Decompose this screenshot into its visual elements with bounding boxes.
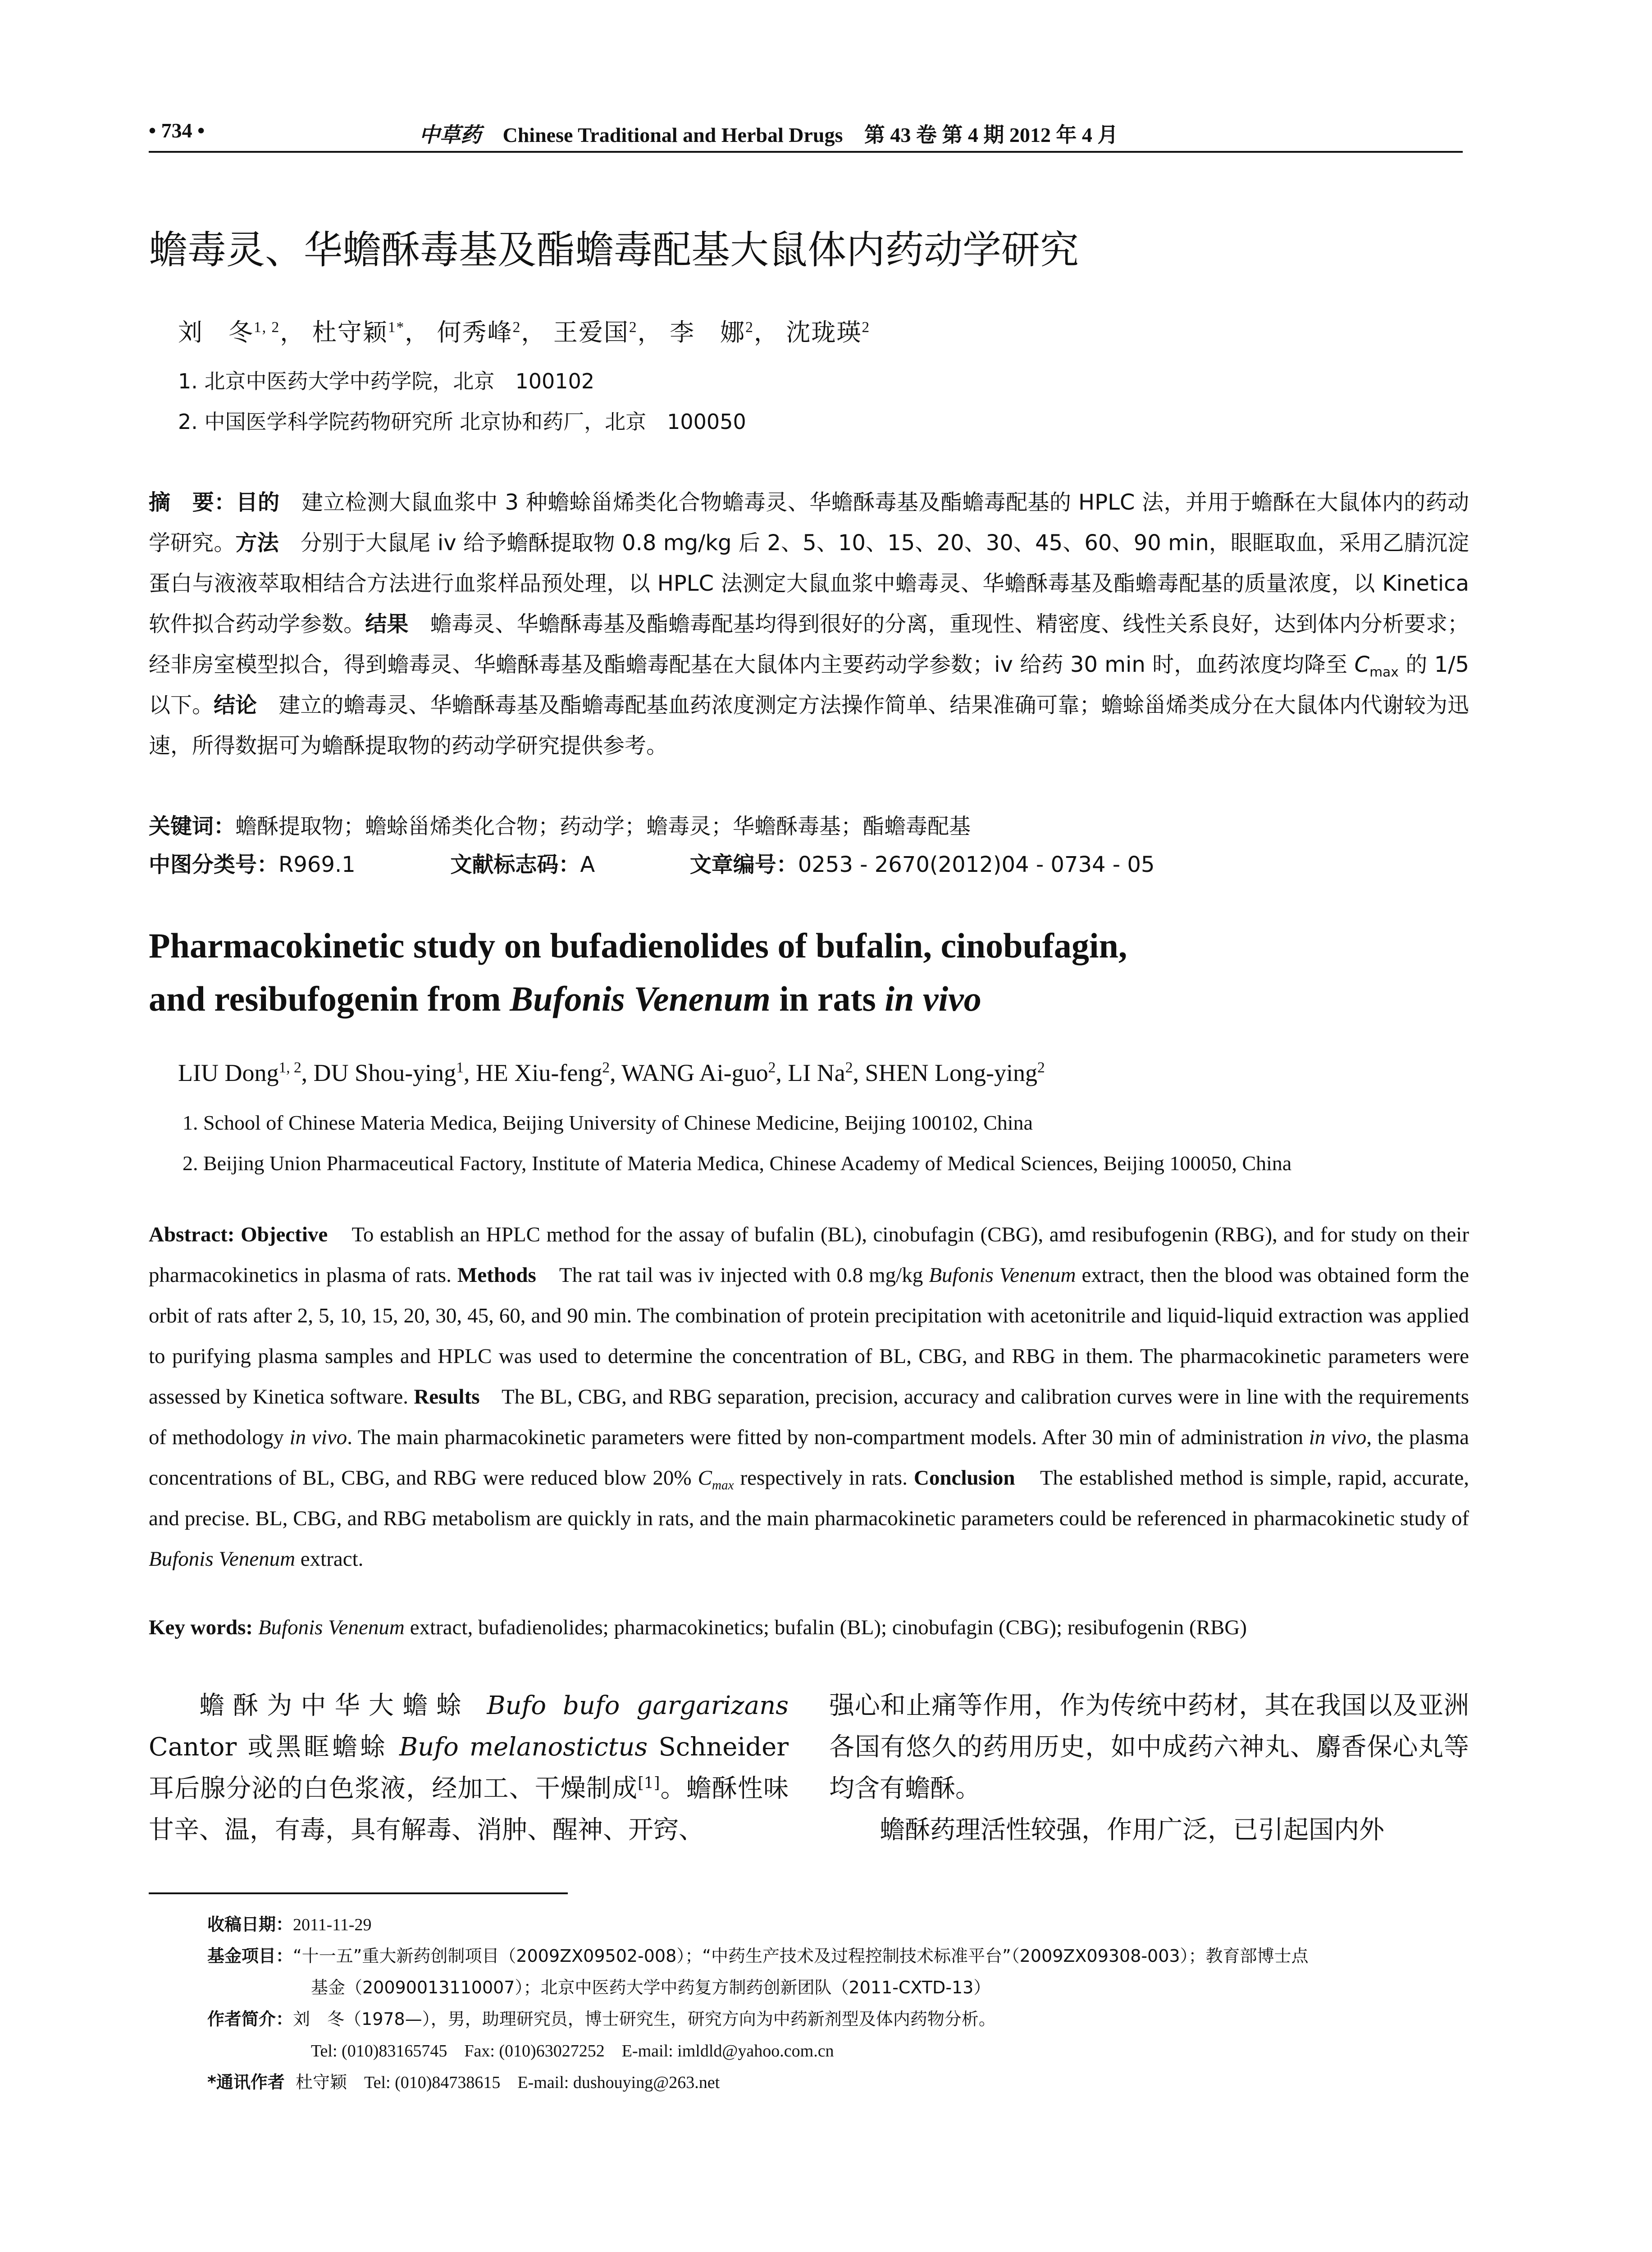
conclusion-text: The established method is simple, rapid, accurate, and precise. BL, CBG, and RBG metabolism are quickly in rats, and the main pharmacokinetic parameters could be referenced in pharmacokinetic study of	[149, 1466, 1469, 1530]
author-name: LI Na	[788, 1059, 845, 1086]
chinese-affiliation-1: 1. 北京中医药大学中药学院，北京 100102	[178, 369, 595, 393]
classification-row	[149, 847, 1155, 878]
methods-text: 分别于大鼠尾 iv 给予蟾酥提取物 0.8 mg/kg 后 2、5、10、15、20、30、45、60、90 min，眼眶取血，采用乙腈沉淀蛋白与液液萃取相结合方法进行血浆样品预处理，以 HPLC 法测定大鼠血浆中蟾毒灵、华蟾酥毒基及酯蟾毒配基的质量浓度，以 Kinetica 软件拟合药动学参数。	[149, 530, 1469, 637]
author-affil-sup: 1	[456, 1059, 464, 1076]
english-title-line-1: Pharmacokinetic study on bufadienolides of bufalin, cinobufagin,	[149, 926, 1127, 965]
objective-text: To establish an HPLC method for the assay of bufalin (BL), cinobufagin (CBG), amd resibufogenin (RBG), and for study on their pharmacokinetics in plasma of rats.	[149, 1223, 1469, 1287]
in-vivo-italic: in vivo	[289, 1426, 347, 1449]
results-text: . The main pharmacokinetic parameters were fitted by non-compartment models. After 30 min of administration	[347, 1426, 1309, 1449]
author-name: DU Shou-ying	[313, 1059, 456, 1086]
footnote-author	[207, 2005, 996, 2030]
methods-text: The rat tail was iv injected with 0.8 mg/kg	[559, 1263, 929, 1287]
body-paragraph: 强心和止痛等作用，作为传统中药材，其在我国以及亚洲各国有悠久的药用历史，如中成药六神丸、麝香保心丸等均含有蟾酥。	[829, 1691, 1469, 1803]
body-text: 蟾酥为中华大蟾蜍	[199, 1691, 487, 1720]
results-label: 结果	[365, 611, 409, 637]
author-name: 沈珑瑛	[786, 319, 862, 346]
doc-code-value: A	[580, 852, 595, 877]
cmax-symbol: C	[698, 1466, 712, 1490]
abstract-label: 摘 要：	[149, 490, 236, 515]
footnote-label: *通讯作者	[207, 2072, 285, 2092]
keywords-text: extract, bufadienolides; pharmacokinetics; bufalin (BL); cinobufagin (CBG); resibufogenin (RBG)	[404, 1616, 1247, 1639]
body-text: 。蟾酥性味甘辛、温，有毒，具有解毒、消肿、醒神、开窍、	[149, 1774, 789, 1845]
methods-text-end: extract, then the blood was obtained form the orbit of rats after 2, 5, 10, 15, 20, 30, 45, 60, and 90 min. The combination of protein precipitation with acetonitrile and liquid-liquid extraction was applied to purifying plasma samples and HPLC was used to determine the concentration of BL, CBG, and RBG in them. The pharmacokinetic parameters were assessed by Kinetica software.	[149, 1263, 1469, 1409]
methods-label: 方法	[235, 530, 279, 556]
body-text: Cantor 或黑眶蟾蜍	[149, 1732, 400, 1762]
english-keywords	[149, 1615, 1469, 1640]
chinese-authors: 刘 冬$^{1, 2}$， 杜守颖$^{1*}$， 何秀峰$^2$， 王爱国$^2$， 李 娜$^2$， 沈珑瑛$^2$	[178, 319, 871, 346]
methods-label: Methods	[457, 1263, 536, 1287]
footnote-received	[207, 1910, 372, 1935]
keywords-text: 蟾酥提取物；蟾蜍甾烯类化合物；药动学；蟾毒灵；华蟾酥毒基；酯蟾毒配基	[235, 814, 971, 839]
body-paragraph: 蟾酥药理活性较强，作用广泛，已引起国内外	[880, 1815, 1384, 1845]
chinese-abstract	[149, 482, 1469, 766]
results-text-end: 的 1/5 以下。	[149, 652, 1469, 718]
body-text: Schneider 耳后腺分泌的白色浆液，经加工、干燥制成	[149, 1732, 789, 1803]
author-affil-sup: 2	[629, 319, 638, 336]
species-italic: Bufonis Venenum	[929, 1263, 1076, 1287]
footnote-author-contact: Tel: (010)83165745 Fax: (010)63027252 E-mail: imldld@yahoo.com.cn	[311, 2042, 834, 2061]
page-number: • 734 •	[149, 119, 205, 142]
author-name: HE Xiu-feng	[475, 1059, 602, 1086]
reference-citation: [1]	[638, 1774, 660, 1792]
author-affil-sup: 2	[1037, 1059, 1045, 1076]
results-text: 蟾毒灵、华蟾酥毒基及酯蟾毒配基均得到很好的分离，重现性、精密度、线性关系良好，达到体内分析要求；经非房室模型拟合，得到蟾毒灵、华蟾酥毒基及酯蟾毒配基在大鼠体内主要药动学参数；iv 给药 30 min 时，血药浓度均降至	[149, 611, 1469, 677]
objective-label: 目的	[236, 490, 280, 515]
objective-text: 建立检测大鼠血浆中 3 种蟾蜍甾烯类化合物蟾毒灵、华蟾酥毒基及酯蟾毒配基的 HPLC 法，并用于蟾酥在大鼠体内的药动学研究。	[149, 490, 1469, 556]
english-title-line-2	[149, 972, 1456, 1026]
doc-code-label: 文献标志码：	[450, 852, 580, 877]
english-abstract	[149, 1214, 1469, 1579]
body-column-right	[829, 1685, 1469, 1851]
author-affil-sup: 2	[768, 1059, 776, 1076]
journal-issue: 第 43 卷 第 4 期 2012 年 4 月	[864, 123, 1118, 146]
running-header	[149, 115, 1463, 153]
journal-title	[419, 119, 1118, 148]
results-text-end: respectively in rats.	[734, 1466, 908, 1490]
author-affil-sup: 2	[745, 319, 754, 336]
conclusion-text: 建立的蟾毒灵、华蟾酥毒基及酯蟾毒配基血药浓度测定方法操作简单、结果准确可靠；蟾蜍甾烯类成分在大鼠体内代谢较为迅速，所得数据可为蟾酥提取物的药动学研究提供参考。	[149, 693, 1469, 758]
footnote-fund-cont: 基金（20090013110007）；北京中医药大学中药复方制药创新团队（2011-CXTD-13）	[311, 1978, 991, 1997]
chinese-affiliation-2: 2. 中国医学科学院药物研究所 北京协和药厂，北京 100050	[178, 410, 746, 434]
title-italic: Bufonis Venenum	[510, 979, 771, 1018]
author-name: 何秀峰	[437, 319, 513, 346]
journal-title-cn: 中草药	[419, 123, 481, 146]
footnote-rule	[149, 1892, 568, 1894]
footnote-label: 作者简介：	[207, 2009, 293, 2029]
species-italic: Bufonis Venenum	[149, 1547, 296, 1571]
footnote-label: 收稿日期：	[207, 1915, 293, 1934]
cmax-subscript: max	[712, 1478, 734, 1493]
body-column-left	[149, 1685, 789, 1851]
species-italic: Bufo bufo gargarizans	[487, 1691, 789, 1720]
body-paragraph	[149, 1685, 789, 1851]
cmax-subscript: max	[1369, 664, 1399, 680]
clc-value: R969.1	[278, 852, 356, 877]
journal-title-en: Chinese Traditional and Herbal Drugs	[502, 123, 843, 146]
footnote-corresponding	[207, 2068, 720, 2093]
english-title	[149, 919, 1456, 1026]
author-affil-sup: 2	[862, 319, 871, 336]
article-no-value: 0253 - 2670(2012)04 - 0734 - 05	[798, 852, 1155, 877]
english-affiliation-1: 1. School of Chinese Materia Medica, Beijing University of Chinese Medicine, Beijing 100102, China	[183, 1111, 1033, 1134]
author-affil-sup: 2	[602, 1059, 610, 1076]
article-no-label: 文章编号：	[689, 852, 798, 877]
title-text: and resibufogenin from	[149, 979, 510, 1018]
author-affil-sup: 1, 2	[278, 1059, 301, 1076]
keywords-label: 关键词：	[149, 814, 236, 839]
title-text: in rats	[770, 979, 885, 1018]
keywords-italic: Bufonis Venenum	[258, 1616, 405, 1639]
conclusion-text-end: extract.	[295, 1547, 364, 1571]
author-name: 李 娜	[670, 319, 746, 346]
keywords-label: Key words:	[149, 1616, 253, 1639]
conclusion-label: 结论	[214, 693, 257, 718]
clc-label: 中图分类号：	[149, 852, 279, 877]
results-text: , the plasma concentrations of BL, CBG, and RBG were reduced blow 20%	[149, 1426, 1469, 1490]
author-affil-sup: 2	[512, 319, 521, 336]
cmax-symbol: C	[1354, 652, 1370, 677]
conclusion-label: Conclusion	[913, 1466, 1015, 1490]
results-label: Results	[414, 1385, 480, 1409]
english-authors: LIU Dong$^{1, 2}$, DU Shou-ying$^1$, HE Xiu-feng$^2$, WANG Ai-guo$^2$, LI Na$^2$, SHEN Long-ying$^2$	[178, 1059, 1045, 1086]
footnote-text: 杜守颖 Tel: (010)84738615 E-mail: dushouying@263.net	[296, 2073, 720, 2092]
chinese-title: 蟾毒灵、华蟾酥毒基及酯蟾毒配基大鼠体内药动学研究	[149, 228, 1079, 273]
objective-label: Objective	[241, 1223, 328, 1246]
author-affil-sup: 1, 2	[254, 319, 280, 336]
author-name: 王爱国	[553, 319, 629, 346]
author-affil-sup: 1*	[388, 319, 405, 336]
english-affiliation-2: 2. Beijing Union Pharmaceutical Factory, Institute of Materia Medica, Chinese Academy of Medical Sciences, Beijing 100050, China	[183, 1152, 1292, 1175]
footnote-text: 2011-11-29	[293, 1915, 372, 1934]
in-vivo-italic: in vivo	[1309, 1426, 1367, 1449]
title-italic: in vivo	[885, 979, 981, 1018]
footnote-fund	[207, 1942, 1309, 1967]
footnote-label: 基金项目：	[207, 1946, 293, 1966]
abstract-label: Abstract:	[149, 1223, 235, 1246]
author-affil-sup: 2	[845, 1059, 853, 1076]
author-name: WANG Ai-guo	[621, 1059, 768, 1086]
author-name: 刘 冬	[178, 319, 254, 346]
chinese-keywords	[149, 809, 971, 840]
species-italic: Bufo melanostictus	[399, 1732, 648, 1762]
results-text: The BL, CBG, and RBG separation, precision, accuracy and calibration curves were in line with the requirements of methodology	[149, 1385, 1469, 1449]
footnote-text: “十一五”重大新药创制项目（2009ZX09502-008）；“中药生产技术及过程控制技术标准平台”（2009ZX09308-003）；教育部博士点	[293, 1946, 1309, 1966]
author-name: SHEN Long-ying	[865, 1059, 1037, 1086]
author-name: LIU Dong	[178, 1059, 279, 1086]
author-name: 杜守颖	[312, 319, 388, 346]
footnote-text: 刘 冬（1978—），男，助理研究员，博士研究生，研究方向为中药新剂型及体内药物分析。	[293, 2009, 996, 2029]
